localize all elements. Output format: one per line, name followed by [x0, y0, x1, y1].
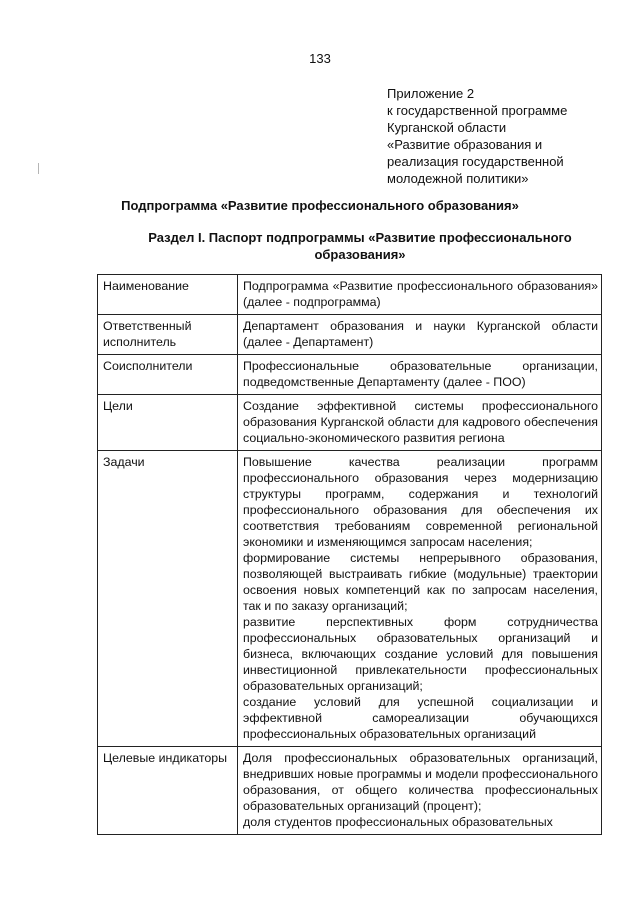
row-value-text: Повышение качества реализации программ профессионального образования через модернизацию структуры программ, содержания и технологий профессионального образования для обеспечения их соответствия требованиям современной региональной экономики и изменяющимся запросам населения; [243, 455, 598, 549]
appendix-line: молодежной политики» [387, 171, 529, 186]
section-title-line: Раздел I. Паспорт подпрограммы «Развитие профессионального [148, 230, 572, 245]
appendix-line: «Развитие образования и [387, 137, 543, 152]
row-value-text: создание условий для успешной социализации и эффективной самореализации обучающихся профессиональных образовательных организаций [243, 695, 598, 741]
row-value-text: Создание эффективной системы профессионального образования Курганской области для кадрового обеспечения социально-экономического развития региона [243, 399, 598, 445]
subprogram-title: Подпрограмма «Развитие профессионального образования» [121, 198, 519, 213]
row-label: Задачи [98, 451, 238, 747]
row-value [238, 315, 602, 355]
appendix-line: реализация государственной [387, 154, 564, 169]
row-label: Наименование [98, 275, 238, 315]
row-value-text: формирование системы непрерывного образования, позволяющей выстраивать гибкие (модульные) траектории освоения новых компетенций как по запросам населения, так и по заказу организаций; [243, 551, 598, 613]
row-value [238, 451, 602, 747]
row-value [238, 275, 602, 315]
row-value-text: доля студентов профессиональных образовательных [243, 815, 553, 829]
table-row [98, 747, 602, 835]
section-title [100, 229, 620, 263]
row-value-text: развитие перспективных форм сотрудничества профессиональных образовательных организаций и бизнеса, включающих создание условий для повышения инвестиционной привлекательности профессиональных образовательных организаций; [243, 615, 598, 693]
page-number: 133 [309, 51, 331, 66]
appendix-line: Приложение 2 [387, 86, 475, 101]
row-label: Соисполнители [98, 355, 238, 395]
row-label: Целевые индикаторы [98, 747, 238, 835]
row-label: Цели [98, 395, 238, 451]
row-value-text: Подпрограмма «Развитие профессионального образования» (далее - подпрограмма) [243, 279, 598, 309]
row-value-text: Профессиональные образовательные организации, подведомственные Департаменту (далее - ПОО) [243, 359, 598, 389]
table-row [98, 451, 602, 747]
row-value-text: Департамент образования и науки Курганской области (далее - Департамент) [243, 319, 598, 349]
table-row [98, 315, 602, 355]
row-value [238, 395, 602, 451]
passport-table [97, 274, 602, 835]
row-label: Ответственный исполнитель [98, 315, 238, 355]
row-value [238, 747, 602, 835]
section-title-line: образования» [314, 247, 406, 262]
margin-mark [38, 163, 39, 174]
table-row [98, 355, 602, 395]
appendix-line: Курганской области [387, 120, 507, 135]
appendix-line: к государственной программе [387, 103, 568, 118]
row-value [238, 355, 602, 395]
table-row [98, 395, 602, 451]
appendix-block [387, 85, 567, 187]
row-value-text: Доля профессиональных образовательных организаций, внедривших новые программы и модели профессионального образования, от общего количества профессиональных образовательных организаций (процент); [243, 751, 598, 813]
table-row [98, 275, 602, 315]
